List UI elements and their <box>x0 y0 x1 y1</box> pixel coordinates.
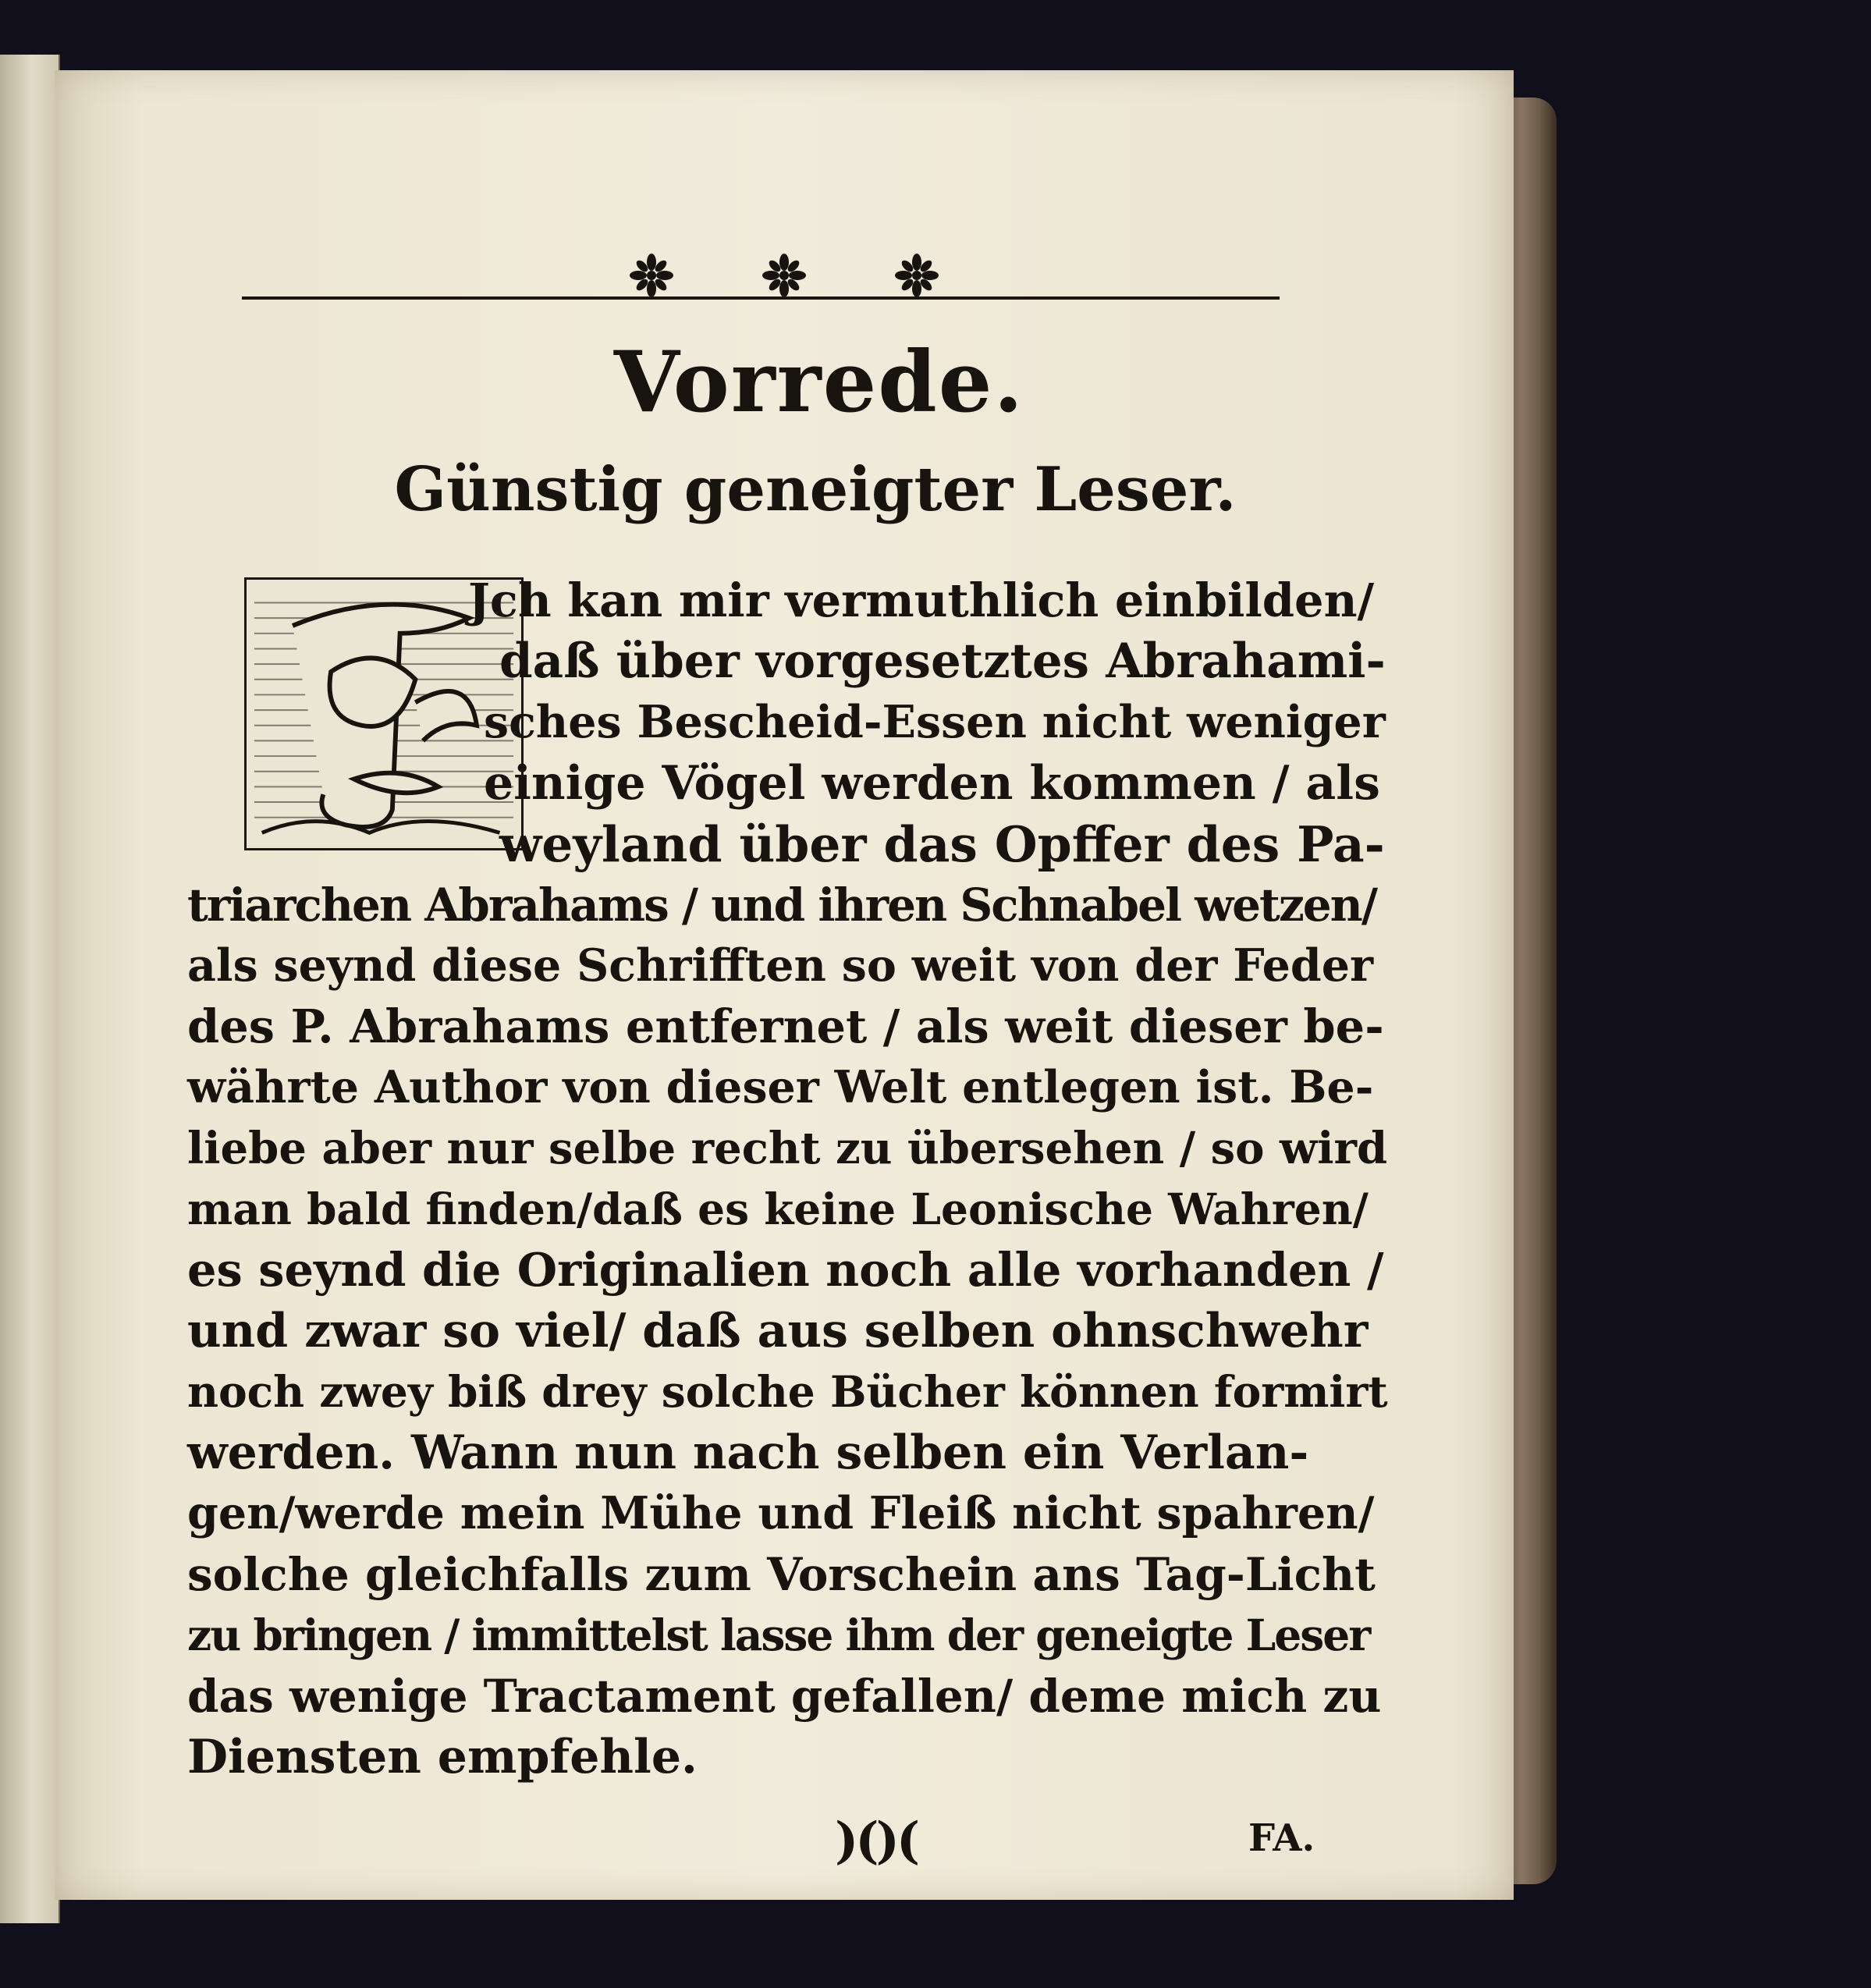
text-line: zu bringen / immittelst lasse ihm der geneigte Leser <box>187 1610 1370 1660</box>
text-line: und zwar so viel/ daß aus selben ohnschwehr <box>187 1304 1369 1358</box>
text-line: einige Vögel werden kommen / als <box>484 756 1380 811</box>
text-line: man bald finden/daß es keine Leonische Wahren/ <box>187 1184 1369 1234</box>
text-line: Jch kan mir vermuthlich einbilden/ <box>468 573 1375 627</box>
text-line: es seynd die Originalien noch alle vorhanden / <box>187 1243 1384 1297</box>
flower-ornament-icon <box>628 252 675 299</box>
text-line: währte Author von dieser Welt entlegen ist. Be- <box>187 1061 1374 1113</box>
signature-mark: )()( <box>835 1812 918 1870</box>
text-line: werden. Wann nun nach selben ein Verlan- <box>187 1425 1309 1480</box>
text-line: das wenige Tractament gefallen/ deme mich zu <box>187 1670 1382 1723</box>
text-line: des P. Abrahams entfernet / als weit dieser be- <box>187 999 1384 1053</box>
catchword: FA. <box>1248 1816 1315 1860</box>
flower-ornament-icon <box>761 252 808 299</box>
text-line: Diensten empfehle. <box>187 1730 698 1784</box>
facing-page-edge <box>0 55 60 1923</box>
page-subtitle: Günstig geneigter Leser. <box>394 454 1237 525</box>
text-line: noch zwey biß drey solche Bücher können formirt <box>187 1366 1388 1417</box>
ornament-row <box>628 248 940 303</box>
text-line: weyland über das Opffer des Pa- <box>499 815 1385 873</box>
flower-ornament-icon <box>893 252 940 299</box>
text-line: triarchen Abrahams / und ihren Schnabel wetzen/ <box>187 879 1377 932</box>
text-line: als seynd diese Schrifften so weit von der Feder <box>187 939 1374 992</box>
text-line: sches Bescheid-Essen nicht weniger <box>484 696 1386 748</box>
page-title-text: Vorrede. <box>613 333 1025 431</box>
book-page <box>55 70 1514 1900</box>
header-rule <box>242 296 1280 300</box>
page-title <box>55 335 1514 429</box>
text-line: solche gleichfalls zum Vorschein ans Tag-Licht <box>187 1548 1376 1601</box>
text-line: gen/werde mein Mühe und Fleiß nicht spahren/ <box>187 1487 1375 1539</box>
text-line: daß über vorgesetztes Abrahami- <box>499 634 1386 689</box>
text-line: liebe aber nur selbe recht zu übersehen / so wird <box>187 1123 1388 1174</box>
